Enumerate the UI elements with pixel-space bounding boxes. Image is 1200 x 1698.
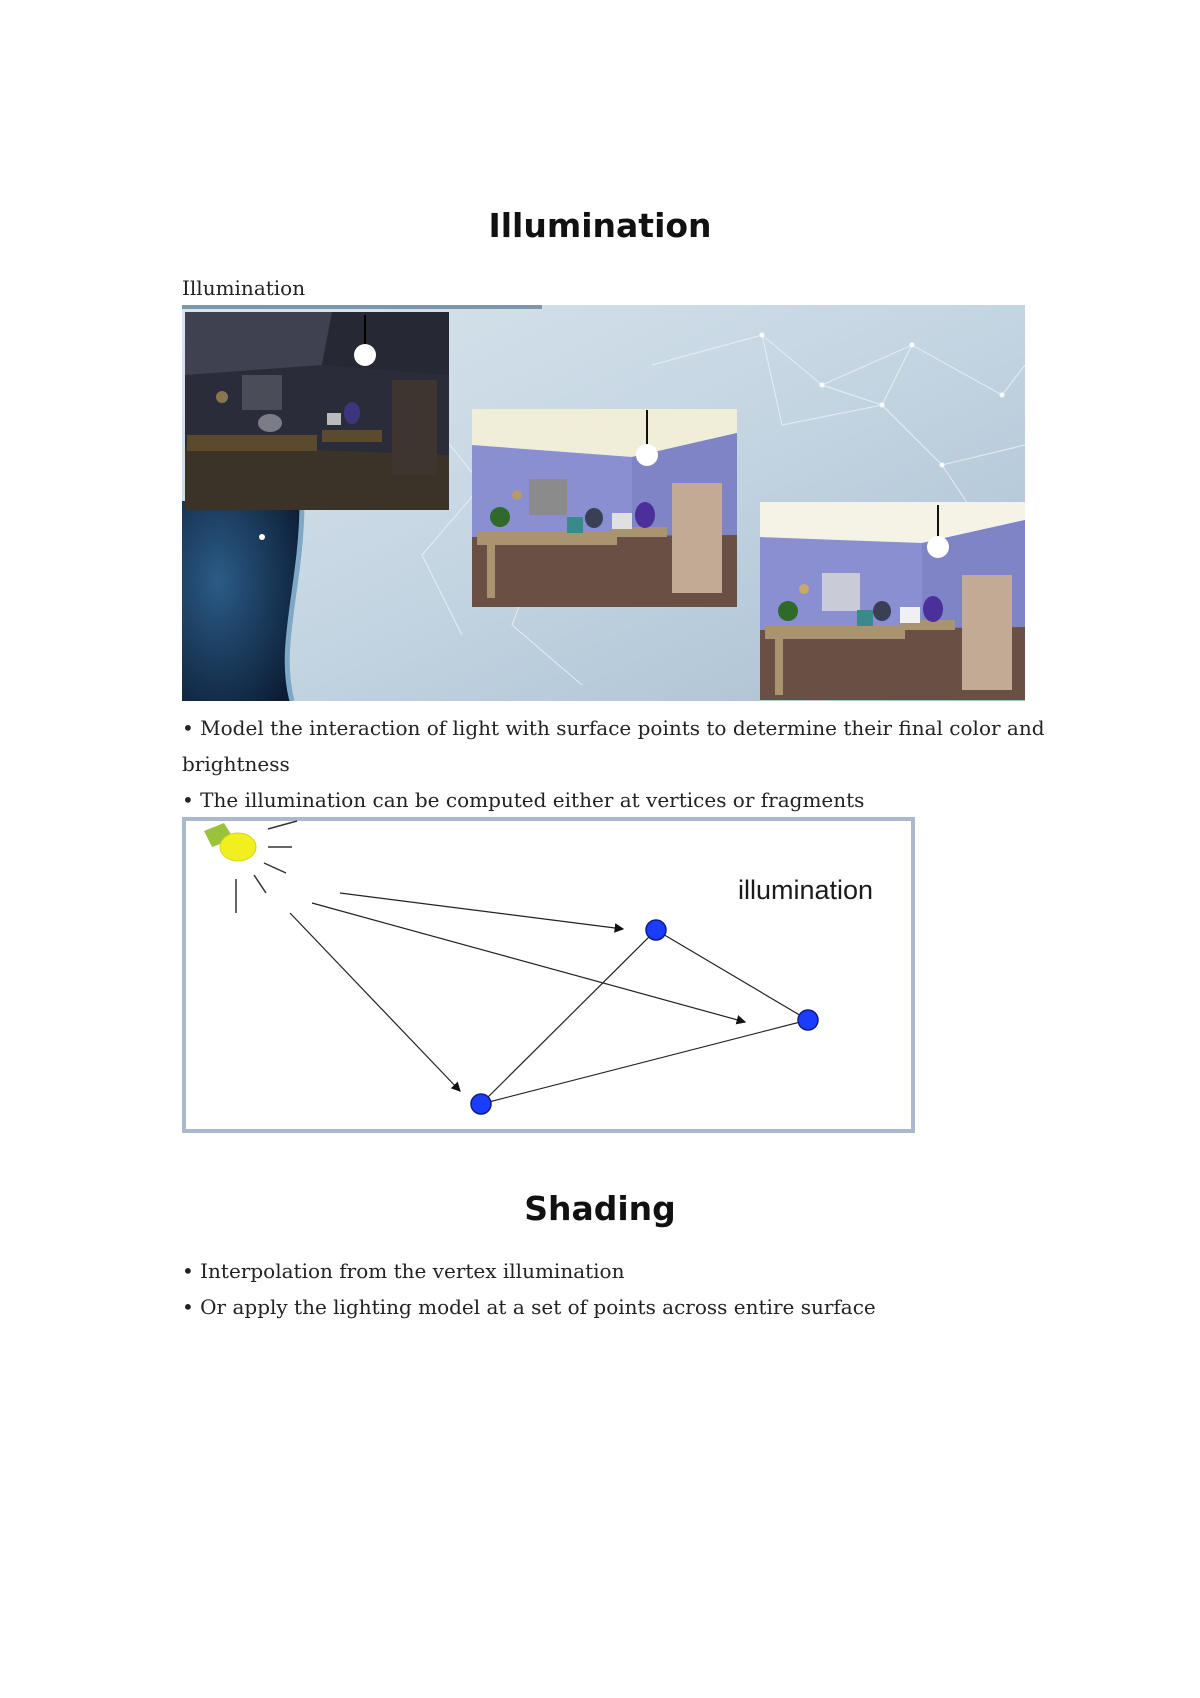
bullet-shading-lighting-model: • Or apply the lighting model at a set of points across entire surface — [182, 1295, 876, 1319]
ambient-room-render — [472, 409, 737, 607]
dark-room-render — [185, 312, 449, 510]
heading-illumination: Illumination — [488, 206, 712, 245]
figure-caption: Illumination — [182, 276, 306, 300]
room-renderings-image — [182, 305, 1025, 701]
vertex-point — [798, 1010, 818, 1030]
lit-room-render — [760, 502, 1025, 700]
vertex-point — [471, 1094, 491, 1114]
diagram-label: illumination — [738, 875, 874, 905]
bullet-shading-interpolation: • Interpolation from the vertex illumination — [182, 1259, 625, 1283]
vertex-point — [646, 920, 666, 940]
bullet-illumination-where: • The illumination can be computed either at vertices or fragments — [182, 788, 865, 812]
heading-shading: Shading — [524, 1189, 676, 1228]
illumination-diagram — [182, 817, 915, 1133]
bullet-illumination-model: • Model the interaction of light with surface points to determine their final color and — [182, 716, 1045, 740]
bullet-illumination-model-cont: brightness — [182, 752, 290, 776]
